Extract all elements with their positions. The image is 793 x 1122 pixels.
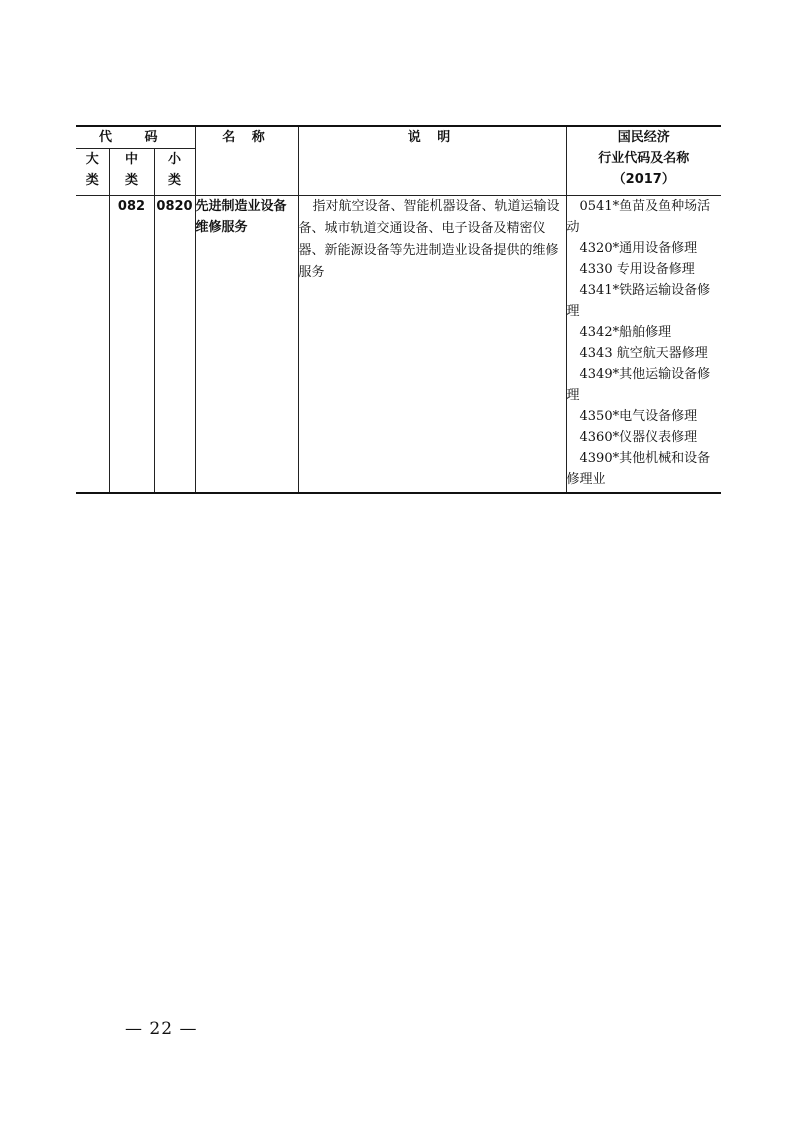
- national-code-item: 4390*其他机械和设备修理业: [566, 451, 711, 487]
- national-code-item: 4349*其他运输设备修理: [566, 367, 711, 403]
- national-code-item: 4320*通用设备修理: [579, 241, 698, 256]
- national-code-item: 4343 航空航天器修理: [579, 346, 708, 361]
- major-code-cell: [76, 196, 109, 494]
- national-header-line-1: 国民经济: [617, 130, 670, 145]
- national-code-column-header: [566, 126, 721, 196]
- major-category-header: 大 类: [76, 149, 109, 196]
- national-code-item: 0541*鱼苗及鱼种场活动: [566, 199, 711, 235]
- national-header-line-2: 行业代码及名称: [598, 151, 690, 166]
- description-cell: 指对航空设备、智能机器设备、轨道运输设备、城市轨道交通设备、电子设备及精密仪器、新能源设备等先进制造业设备提供的维修服务: [298, 196, 566, 494]
- national-code-item: 4350*电气设备修理: [579, 409, 698, 424]
- middle-code-cell: 082: [109, 196, 154, 494]
- industry-name-cell: 先进制造业设备维修服务: [195, 196, 298, 494]
- code-group-header: 代 码: [76, 126, 195, 149]
- national-code-item: 4360*仪器仪表修理: [579, 430, 698, 445]
- table-row: [76, 196, 721, 494]
- description-column-header: 说 明: [298, 126, 566, 196]
- national-code-item: 4342*船舶修理: [579, 325, 672, 340]
- minor-code-cell: 0820: [154, 196, 195, 494]
- industry-code-table: [76, 125, 721, 494]
- national-codes-cell: [566, 196, 721, 494]
- national-header-line-3: （2017）: [612, 172, 675, 187]
- name-column-header: 名 称: [195, 126, 298, 196]
- national-code-item: 4341*铁路运输设备修理: [566, 283, 711, 319]
- national-code-item: 4330 专用设备修理: [579, 262, 695, 277]
- page-number: — 22 —: [125, 1019, 198, 1039]
- minor-category-header: 小 类: [154, 149, 195, 196]
- middle-category-header: 中 类: [109, 149, 154, 196]
